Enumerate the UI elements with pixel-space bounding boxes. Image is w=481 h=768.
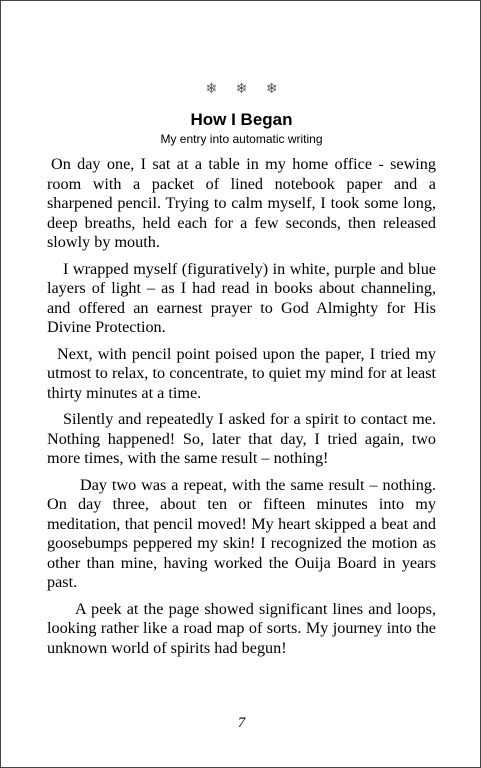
chapter-subtitle: My entry into automatic writing: [160, 132, 323, 146]
body-paragraph: On day one, I sat at a table in my home office - sewing room with a packet of lined notebook paper and a sharpened pencil. Trying to calm myself, I took some long, deep breaths, held each for a few seconds, then released slowly by mouth.: [47, 155, 436, 251]
snowflake-icon: ❄: [235, 81, 248, 97]
body-paragraph: Day two was a repeat, with the same result – nothing. On day three, about ten or fifteen minutes into my meditation, that pencil moved! My heart skipped a beat and goosebumps peppered my skin! I recognized the motion as other than mine, having worked the Ouija Board in years past.: [47, 475, 436, 591]
chapter-title: How I Began: [190, 110, 293, 129]
body-paragraph: I wrapped myself (figuratively) in white, purple and blue layers of light – as I had read in books about channeling, and offered an earnest prayer to God Almighty for His Divine Protection.: [47, 259, 436, 336]
snowflake-icon: ❄: [205, 81, 218, 97]
section-ornament: [1, 81, 481, 97]
chapter-body: [47, 155, 436, 665]
body-paragraph: Silently and repeatedly I asked for a spirit to contact me. Nothing happened! So, later that day, I tried again, two more times, with the same result – nothing!: [47, 410, 436, 467]
snowflake-icon: ❄: [265, 81, 278, 97]
body-paragraph: A peek at the page showed significant lines and loops, looking rather like a road map of sorts. My journey into the unknown world of spirits had begun!: [47, 599, 436, 657]
page-number: 7: [237, 715, 246, 731]
body-paragraph: Next, with pencil point poised upon the paper, I tried my utmost to relax, to concentrate, to quiet my mind for at least thirty minutes at a time.: [47, 344, 436, 402]
